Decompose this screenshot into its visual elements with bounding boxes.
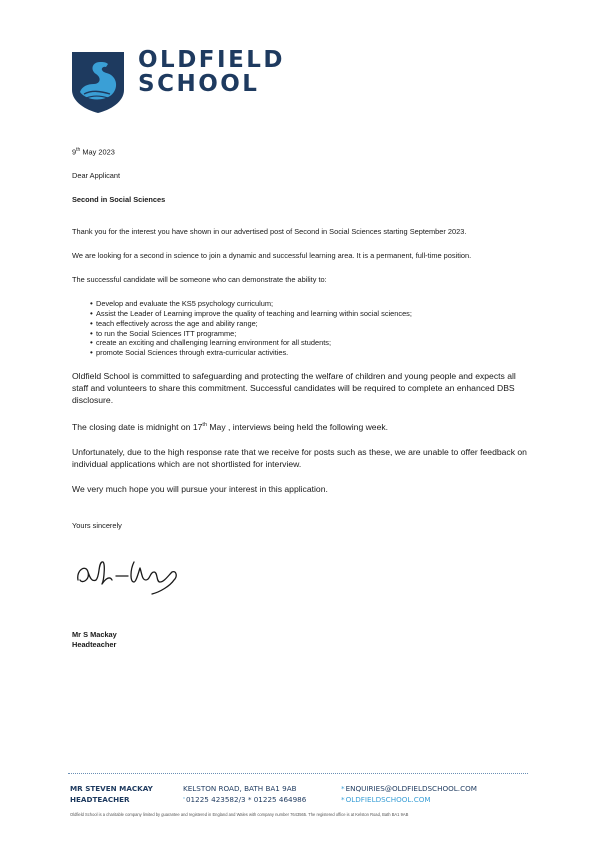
footer-website[interactable]: OLDFIELDSCHOOL.COM [345,795,431,804]
legal-notice: Oldfield School is a charitable company limited by guarantee and registered in England and Wales with company number 7643565. The registered office is at Kelston Road, Bath BA1 9AB [70,812,409,817]
abilities-list [72,299,532,357]
footer-name: MR STEVEN MACKAY [70,784,153,793]
closing-line: Yours sincerely [72,520,122,530]
list-item: • promote Social Sciences through extra-curricular activities. [72,348,532,358]
school-name-line1: OLDFIELD [138,47,286,73]
closing-date-end: May , interviews being held the following week. [207,421,389,432]
salutation: Dear Applicant [72,171,121,181]
subject-line: Second in Social Sciences [72,195,166,205]
list-item: • create an exciting and challenging learning environment for all students; [72,338,532,348]
paragraph-role: We are looking for a second in science to join a dynamic and successful learning area. It is a permanent, full-time position. [72,251,472,261]
footer-divider [68,773,528,774]
paragraph-feedback: Unfortunately, due to the high response rate that we receive for posts such as these, we are unable to offer feedback on individual applications which are not shortlisted for interview. [72,446,527,469]
list-item: • teach effectively across the age and ability range; [72,319,532,329]
footer-email[interactable]: ENQUIRIES@OLDFIELDSCHOOL.COM [345,784,477,793]
letter-date [72,145,532,157]
handwritten-signature [72,550,202,598]
date-suffix: th [76,147,81,153]
paragraph-closing-date [72,419,532,433]
paragraph-intro: Thank you for the interest you have shown in our advertised post of Second in Social Sciences starting September 2023. [72,227,467,237]
swan-crest-icon [70,50,126,114]
footer-contact-person [70,783,153,805]
signer-block [72,630,117,650]
date-rest: May 2023 [80,147,115,157]
letter-body [72,145,532,531]
paragraph-abilities: The successful candidate will be someone who can demonstrate the ability to: [72,275,327,285]
date-day: 9 [72,147,77,157]
phone-dot-icon: ' [183,795,185,804]
signer-title: Headteacher [72,640,117,649]
closing-date-suffix: th [202,421,208,428]
web-dot-icon: * [341,795,345,804]
email-dot-icon: * [341,784,345,793]
footer-address: KELSTON ROAD, BATH BA1 9AB [183,784,297,793]
closing-date-start: The closing date is midnight on 17 [72,421,203,432]
paragraph-hope: We very much hope you will pursue your interest in this application. [72,483,328,494]
school-name [138,47,286,97]
footer-web-block [341,783,477,805]
footer-role: HEADTEACHER [70,795,130,804]
list-item: • Develop and evaluate the KS5 psychology curriculum; [72,299,532,309]
school-logo [70,47,286,114]
footer-address-block [183,783,306,805]
footer-phones: 01225 423582/3 * 01225 464986 [185,795,307,804]
list-item: • to run the Social Sciences ITT programme; [72,329,532,339]
paragraph-safeguarding: Oldfield School is committed to safeguarding and protecting the welfare of children and young people and expects all staff and volunteers to share this commitment. Successful candidates will be required to complete an enhanced DBS disclosure. [72,370,516,405]
school-name-line2: SCHOOL [138,71,260,97]
signer-name: Mr S Mackay [72,630,117,639]
list-item: • Assist the Leader of Learning improve the quality of teaching and learning within social sciences; [72,309,532,319]
